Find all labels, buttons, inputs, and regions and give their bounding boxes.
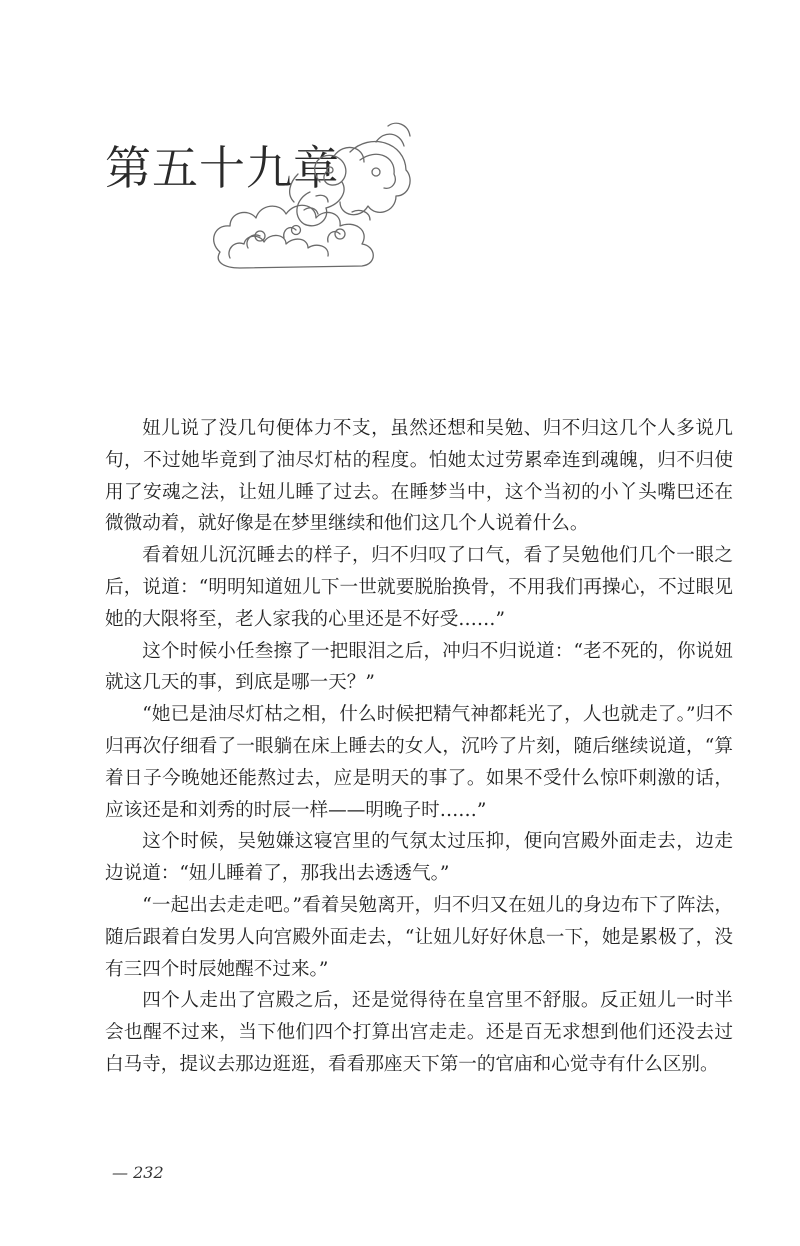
page-number: — 232 [112,1163,164,1182]
paragraph: 四个人走出了宫殿之后，还是觉得待在皇宫里不舒服。反正妞儿一时半会也醒不过来，当下他们四个打算出宫走走。还是百无求想到他们还没去过白马寺，提议去那边逛逛，看看那座天下第一的官庙和心觉寺有什么区别。 [105,990,733,1075]
paragraph: “一起出去走走吧。”看着吴勉离开，归不归又在妞儿的身边布下了阵法，随后跟着白发男人向宫殿外面走去，“让妞儿好好休息一下，她是累极了，没有三四个时辰她醒不过来。” [105,894,733,980]
chapter-body [105,413,733,1081]
paragraph: 这个时候，吴勉嫌这寝宫里的气氛太过压抑，便向宫殿外面走去，边走边说道：“妞儿睡着了，那我出去透透气。” [105,831,733,885]
cloud-dragon-ornament [200,112,420,280]
paragraph: 这个时候小任叁擦了一把眼泪之后，冲归不归说道：“老不死的，你说妞就这几天的事，到底是哪一天？” [105,640,733,694]
paragraph: 妞儿说了没几句便体力不支，虽然还想和吴勉、归不归这几个人多说几句，不过她毕竟到了油尽灯枯的程度。怕她太过劳累牵连到魂魄，归不归使用了安魂之法，让妞儿睡了过去。在睡梦当中，这个当初的小丫头嘴巴还在微微动着，就好像是在梦里继续和他们这几个人说着什么。 [105,418,733,535]
paragraph: “她已是油尽灯枯之相，什么时候把精气神都耗光了，人也就走了。”归不归再次仔细看了一眼躺在床上睡去的女人，沉吟了片刻，随后继续说道，“算着日子今晚她还能熬过去，应是明天的事了。如果不受什么惊吓刺激的话，应该还是和刘秀的时辰一样——明晚子时……” [105,704,733,821]
chapter-title: 第五十九章 [105,141,340,195]
paragraph: 看着妞儿沉沉睡去的样子，归不归叹了口气，看了吴勉他们几个一眼之后，说道：“明明知道妞儿下一世就要脱胎换骨，不用我们再操心，不过眼见她的大限将至，老人家我的心里还是不好受……” [105,545,733,630]
